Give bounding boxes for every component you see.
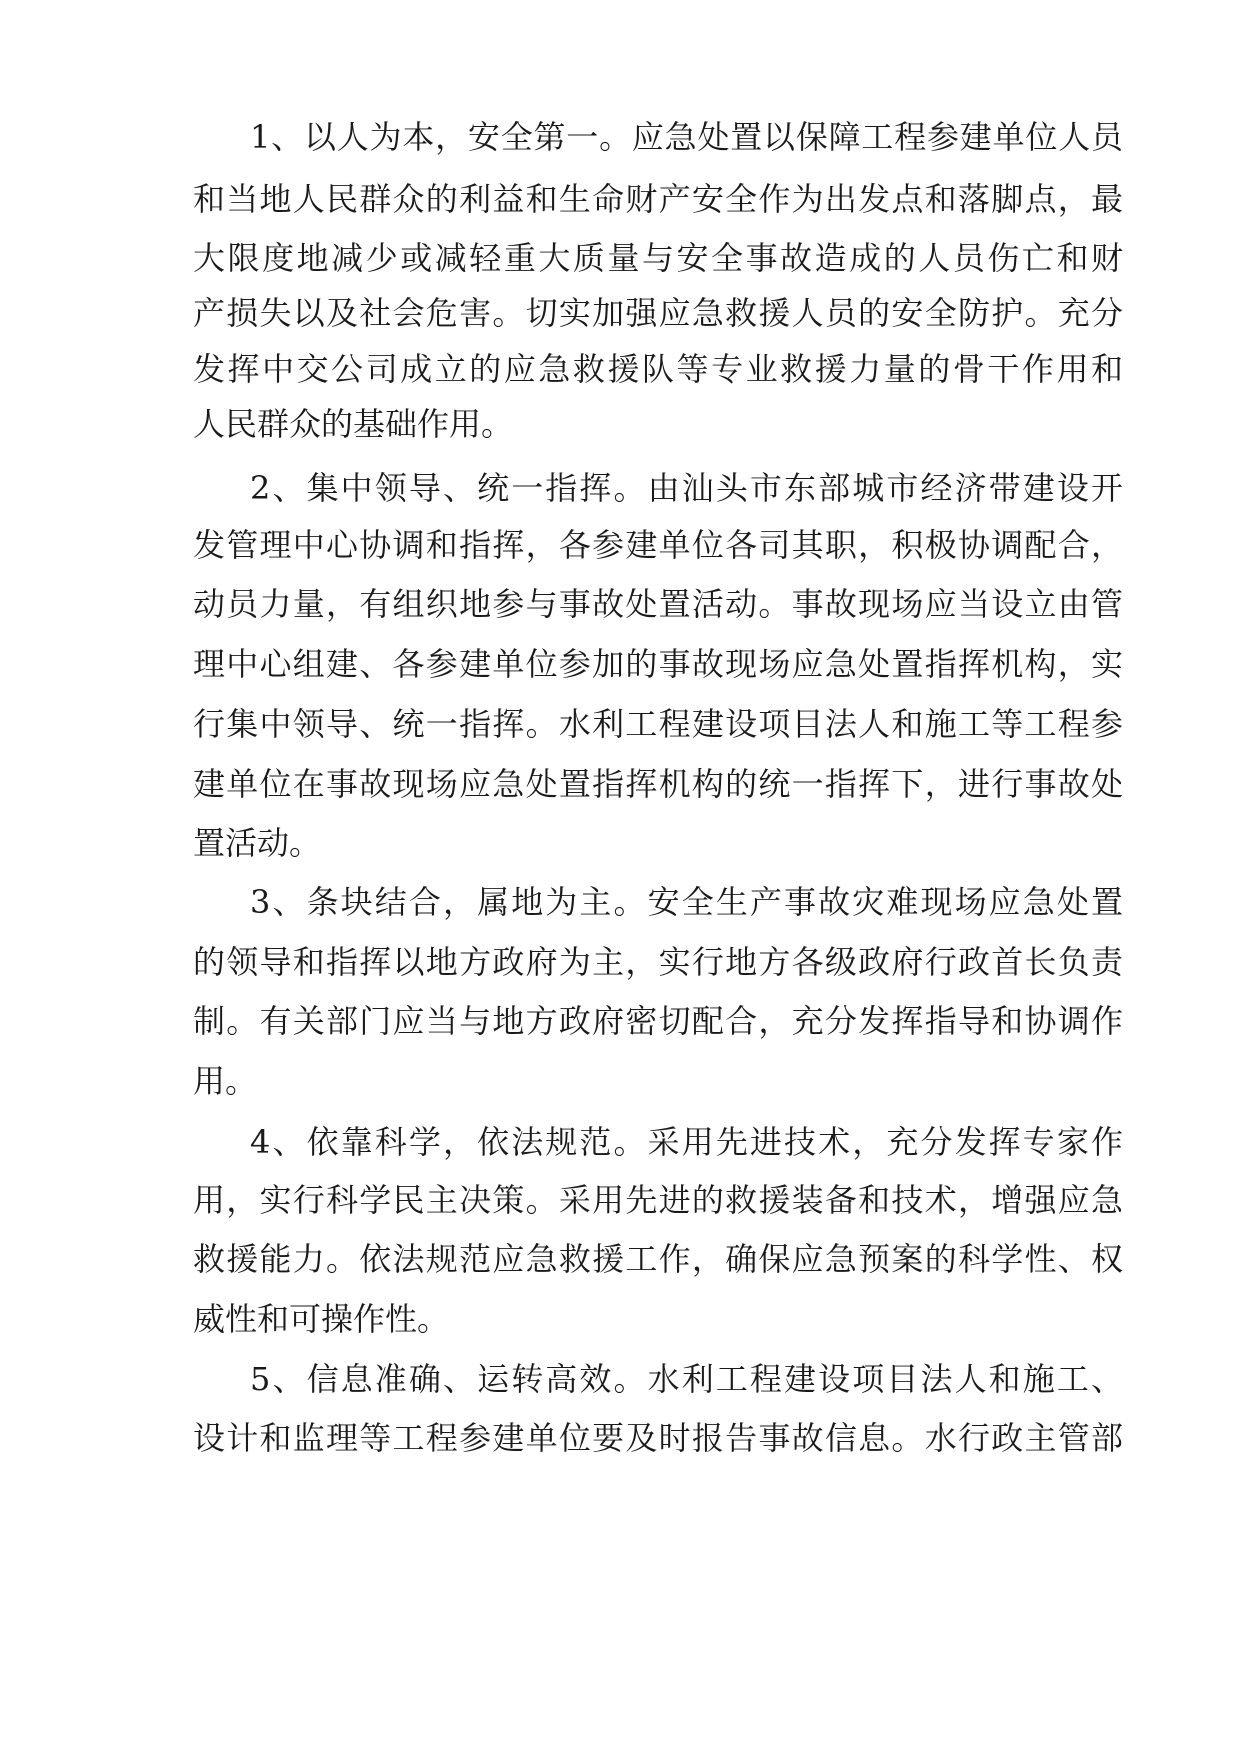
paragraph-2-line-1: 2、集中领导、统一指挥。由汕头市东部城市经济带建设开 [250,469,1123,507]
paragraph-2-line-6: 建单位在事故现场应急处置指挥机构的统一指挥下，进行事故处 [193,765,1123,803]
paragraph-3-line-1: 3、条块结合，属地为主。安全生产事故灾难现场应急处置 [250,883,1123,921]
paragraph-2-line-4: 理中心组建、各参建单位参加的事故现场应急处置指挥机构，实 [193,645,1123,683]
paragraph-5-line-2: 设计和监理等工程参建单位要及时报告事故信息。水行政主管部 [193,1419,1123,1457]
paragraph-3-line-3: 制。有关部门应当与地方政府密切配合，充分发挥指导和协调作 [193,1002,1123,1040]
paragraph-3-line-2: 的领导和指挥以地方政府为主，实行地方各级政府行政首长负责 [193,943,1123,981]
paragraph-1-line-1: 1、以人为本，安全第一。应急处置以保障工程参建单位人员 [250,118,1123,156]
paragraph-4-line-3: 救援能力。依法规范应急救援工作，确保应急预案的科学性、权 [193,1240,1123,1278]
paragraph-1-line-3: 大限度地减少或减轻重大质量与安全事故造成的人员伤亡和财 [193,239,1123,277]
paragraph-1-line-6: 人民群众的基础作用。 [193,405,514,443]
paragraph-2-line-3: 动员力量，有组织地参与事故处置活动。事故现场应当设立由管 [193,585,1123,623]
paragraph-4-line-4: 威性和可操作性。 [193,1300,450,1338]
paragraph-1-line-5: 发挥中交公司成立的应急救援队等专业救援力量的骨干作用和 [193,350,1123,388]
paragraph-2-line-5: 行集中领导、统一指挥。水利工程建设项目法人和施工等工程参 [193,705,1123,743]
paragraph-4-line-1: 4、依靠科学，依法规范。采用先进技术，充分发挥专家作 [250,1123,1123,1161]
paragraph-3-line-4: 用。 [193,1062,258,1100]
paragraph-4-line-2: 用，实行科学民主决策。采用先进的救援装备和技术，增强应急 [193,1181,1123,1219]
paragraph-2-line-7: 置活动。 [193,824,322,862]
paragraph-1-line-2: 和当地人民群众的利益和生命财产安全作为出发点和落脚点，最 [193,180,1123,218]
paragraph-2-line-2: 发管理中心协调和指挥，各参建单位各司其职，积极协调配合， [193,526,1123,564]
paragraph-1-line-4: 产损失以及社会危害。切实加强应急救援人员的安全防护。充分 [193,294,1123,332]
paragraph-5-line-1: 5、信息准确、运转高效。水利工程建设项目法人和施工、 [250,1360,1123,1398]
